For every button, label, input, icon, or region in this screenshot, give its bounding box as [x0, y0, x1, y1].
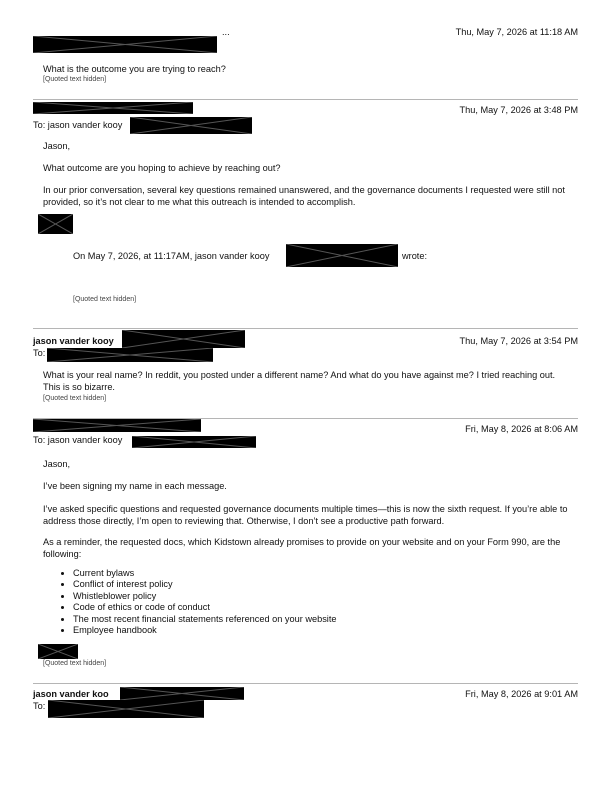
redacted-sender-email: [122, 330, 245, 348]
greeting: Jason,: [43, 459, 71, 469]
quoted-text-hidden-link[interactable]: [Quoted text hidden]: [43, 395, 107, 402]
to-line: To: jason vander kooy: [33, 435, 123, 445]
quote-wrote: wrote:: [402, 251, 428, 261]
redacted-recipient-email: [130, 117, 252, 134]
sender-name: jason vander kooy: [33, 336, 114, 346]
to-line: To: jason vander kooy: [33, 120, 123, 130]
message-paragraph: In our prior conversation, several key questions remained unanswered, and the governance documents I requested were still not provided, so it’s not clear to me what this outreach is intended to accomplish.: [43, 185, 565, 207]
redacted-signature: [38, 644, 78, 659]
list-item: • Whistleblower policy: [73, 591, 337, 602]
redacted-sender: [33, 36, 217, 53]
greeting: Jason,: [43, 141, 71, 151]
list-item: • Code of ethics or code of conduct: [73, 602, 337, 613]
message-paragraph: I’ve asked specific questions and requested governance documents multiple times—this is now the sixth request. If you’re able to address those directly, I’m open to reviewing that. Otherwise, I don’t see a productive path forward.: [43, 504, 568, 526]
message-paragraph: What outcome are you hoping to achieve by reaching out?: [43, 163, 281, 173]
to-line: To:: [33, 701, 46, 711]
quote-intro: On May 7, 2026, at 11:17AM, jason vander kooy: [73, 251, 270, 261]
message-paragraph: As a reminder, the requested docs, which Kidstown already promises to provide on your website and on your Form 990, are the following:: [43, 537, 561, 559]
message-body: What is your real name? In reddit, you posted under a different name? And what do you have against me? I tried reaching out. This is so bizarre.: [43, 370, 556, 392]
quoted-text-hidden-link[interactable]: [Quoted text hidden]: [43, 660, 107, 667]
quoted-text-hidden-link[interactable]: [Quoted text hidden]: [73, 296, 137, 303]
message-divider: [33, 99, 578, 100]
redacted-recipient-email: [48, 700, 204, 718]
quoted-text-hidden-link[interactable]: [Quoted text hidden]: [43, 76, 107, 83]
message-date: Thu, May 7, 2026 at 11:18 AM: [455, 27, 578, 37]
redacted-sender-email: [120, 687, 244, 700]
message-body: What is the outcome you are trying to reach?: [43, 64, 226, 74]
redacted-sender: [33, 102, 193, 114]
redacted-recipient-email: [132, 436, 256, 448]
message-divider: [33, 683, 578, 684]
redacted-signature: [38, 214, 73, 234]
redacted-recipient-email: [47, 348, 213, 362]
list-item: • Employee handbook: [73, 625, 337, 636]
redacted-sender: [33, 419, 201, 432]
sender-name: jason vander koo: [33, 689, 109, 699]
list-item: • Conflict of interest policy: [73, 579, 337, 590]
list-item: • The most recent financial statements referenced on your website: [73, 614, 337, 625]
message-date: Fri, May 8, 2026 at 9:01 AM: [465, 689, 578, 699]
list-item: • Current bylaws: [73, 568, 337, 579]
to-line: To:: [33, 348, 46, 358]
message-date: Thu, May 7, 2026 at 3:54 PM: [459, 336, 578, 346]
sender-ellipsis: ...: [222, 27, 230, 37]
message-divider: [33, 328, 578, 329]
message-date: Fri, May 8, 2026 at 8:06 AM: [465, 424, 578, 434]
redacted-quoted-email: [286, 244, 398, 267]
message-date: Thu, May 7, 2026 at 3:48 PM: [459, 105, 578, 115]
message-paragraph: I’ve been signing my name in each message.: [43, 481, 227, 491]
requested-docs-list: [43, 568, 337, 636]
